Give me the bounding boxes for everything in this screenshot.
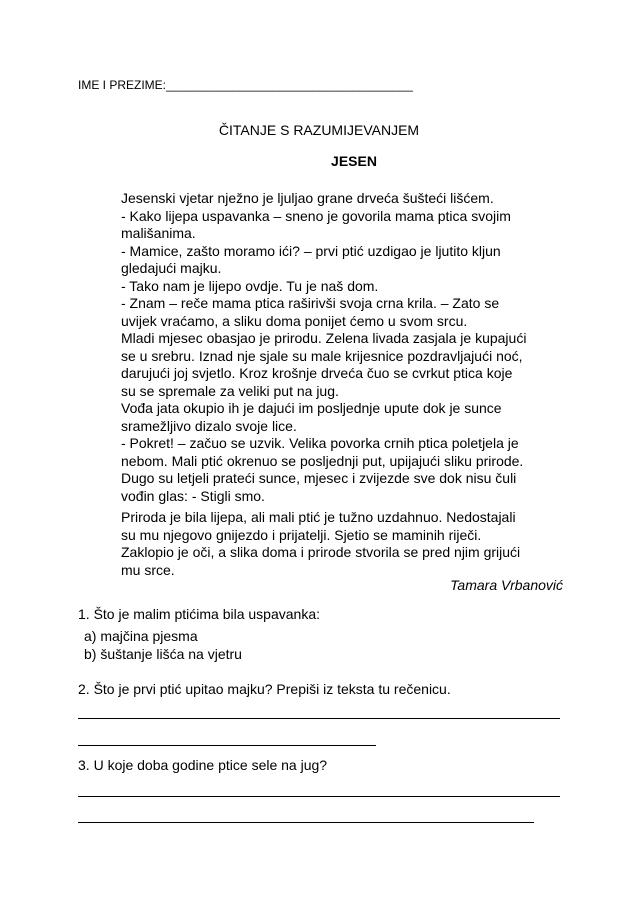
story-line: sramežljivo dizalo svoje lice. bbox=[121, 417, 297, 434]
answer-line[interactable] bbox=[78, 796, 560, 797]
answer-line[interactable] bbox=[78, 718, 560, 719]
story-line: Zaklopio je oči, a slika doma i prirode stvorila se pred njim grijući bbox=[121, 544, 521, 560]
story-line: nebom. Mali ptić okrenuo se posljednji put, upijajući sliku prirode. bbox=[121, 452, 524, 469]
story-line: Mladi mjesec obasjao je prirodu. Zelena livada zasjala je kupajući bbox=[121, 330, 527, 346]
story-line: - Mamice, zašto moramo ići? – prvi ptić uzdigao je ljutito kljun bbox=[121, 242, 501, 259]
story-line: Jesenski vjetar nježno je ljuljao grane drveća šušteći lišćem. bbox=[121, 190, 494, 206]
story-line: su se spremale za veliki put na jug. bbox=[121, 382, 339, 399]
name-field-label[interactable]: IME I PREZIME:_____________________________________ bbox=[78, 78, 413, 92]
question-3: 3. U koje doba godine ptice sele na jug? bbox=[78, 757, 328, 773]
answer-line[interactable] bbox=[78, 745, 376, 746]
story-line: gledajući majku. bbox=[121, 260, 222, 276]
question-1-option-a[interactable]: a) majčina pjesma bbox=[84, 628, 198, 644]
story-line: Vođa jata okupio ih je dajući im posljednje upute dok je sunce bbox=[121, 400, 502, 416]
story-line: Priroda je bila lijepa, ali mali ptić je tužno uzdahnuo. Nedostajali bbox=[121, 509, 516, 525]
story-line: - Tako nam je lijepo ovdje. Tu je naš dom. bbox=[121, 277, 379, 294]
story-line: - Znam – reče mama ptica raširivši svoja crna krila. – Zato se bbox=[121, 295, 500, 311]
story-line: darujući joj svjetlo. Kroz krošnje drveća čuo se cvrkut ptica koje bbox=[121, 365, 513, 381]
question-2: 2. Što je prvi ptić upitao majku? Prepiši iz teksta tu rečenicu. bbox=[78, 681, 451, 697]
story-line: mališanima. bbox=[121, 225, 196, 241]
story-line: vođin glas: - Stigli smo. bbox=[121, 487, 265, 504]
story-line: mu srce. bbox=[121, 561, 175, 578]
question-1-option-b[interactable]: b) šuštanje lišća na vjetru bbox=[84, 646, 242, 662]
story-line: uvijek vraćamo, a sliku doma ponijet ćemo u svom srcu. bbox=[121, 312, 468, 329]
worksheet-heading: ČITANJE S RAZUMIJEVANJEM bbox=[218, 122, 420, 138]
answer-line[interactable] bbox=[78, 822, 534, 823]
story-title: JESEN bbox=[331, 153, 377, 169]
story-line: se u srebru. Iznad nje sjale su male krijesnice pozdravljajući noć, bbox=[121, 347, 523, 364]
story-line: - Kako lijepa uspavanka – sneno je govorila mama ptica svojim bbox=[121, 207, 511, 224]
story-line: - Pokret! – začuo se uzvik. Velika povorka crnih ptica poletjela je bbox=[121, 435, 519, 451]
question-1: 1. Što je malim ptićima bila uspavanka: bbox=[78, 606, 320, 622]
story-line: Dugo su letjeli prateći sunce, mjesec i zvijezde sve dok nisu čuli bbox=[121, 470, 517, 486]
story-text bbox=[121, 190, 571, 579]
story-line: su mu njegovo gnijezdo i prijatelji. Sjetio se maminih riječi. bbox=[121, 526, 482, 543]
story-author: Tamara Vrbanović bbox=[450, 577, 563, 593]
